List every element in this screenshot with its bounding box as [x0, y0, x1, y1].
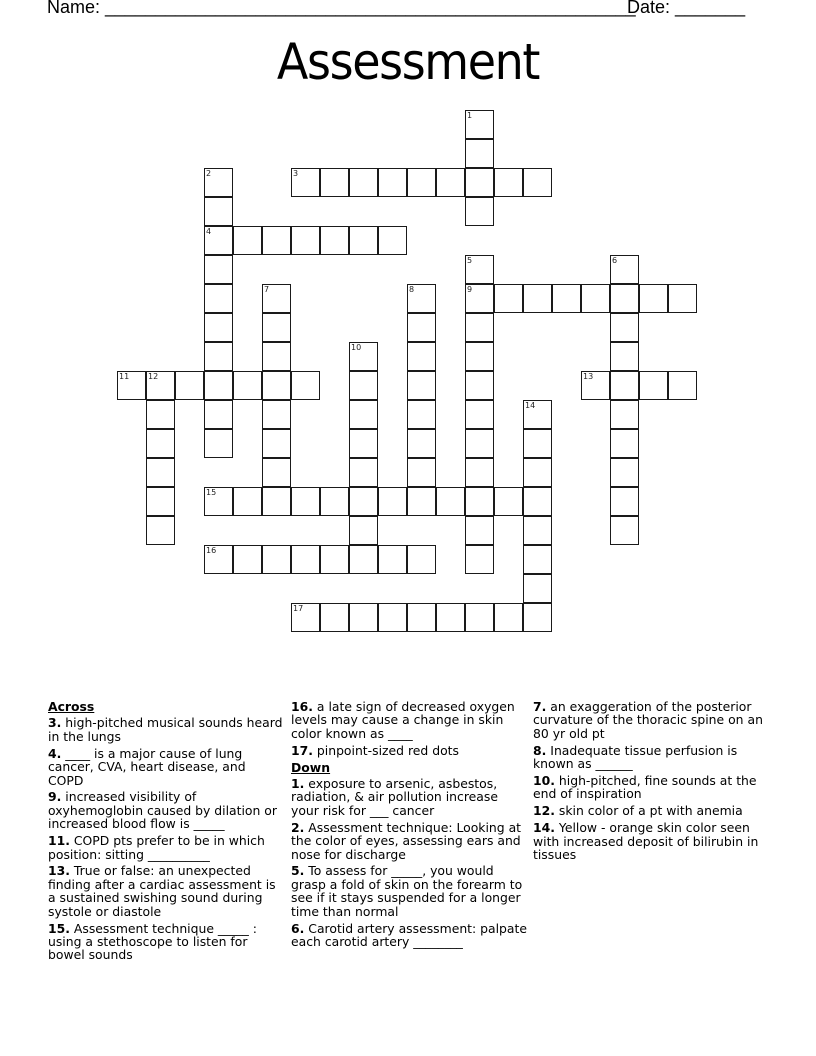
crossword-cell[interactable] [639, 371, 668, 400]
crossword-cell[interactable] [378, 487, 407, 516]
crossword-cell[interactable] [349, 603, 378, 632]
across-heading: Across [48, 699, 95, 714]
crossword-cell[interactable] [204, 168, 233, 197]
crossword-cell[interactable] [349, 487, 378, 516]
crossword-grid [117, 110, 697, 632]
cell-number: 14 [525, 401, 536, 410]
crossword-cell[interactable] [146, 400, 175, 429]
crossword-cell[interactable] [523, 284, 552, 313]
crossword-cell[interactable] [291, 371, 320, 400]
clue-down-6 [291, 922, 529, 949]
clue-text: pinpoint-sized red dots [316, 742, 459, 758]
crossword-cell[interactable] [262, 400, 291, 429]
crossword-cell[interactable] [610, 313, 639, 342]
cell-number: 2 [206, 169, 212, 178]
crossword-cell[interactable] [204, 545, 233, 574]
crossword-cell[interactable] [233, 226, 262, 255]
crossword-cell[interactable] [146, 458, 175, 487]
crossword-cell[interactable] [465, 603, 494, 632]
clue-down-7 [533, 700, 769, 740]
crossword-cell[interactable] [407, 545, 436, 574]
page-title: Assessment [276, 33, 540, 91]
cell-number: 15 [206, 488, 217, 497]
clue-number: 16. [291, 699, 313, 714]
crossword-cell[interactable] [465, 197, 494, 226]
crossword-cell[interactable] [407, 342, 436, 371]
crossword-cell[interactable] [523, 458, 552, 487]
clue-across-9 [48, 790, 284, 830]
clue-across-11 [48, 834, 284, 861]
clue-text: ____ is a major cause of lung cancer, CVA, heart disease, and COPD [48, 745, 246, 788]
crossword-cell[interactable] [523, 429, 552, 458]
cell-number: 12 [148, 372, 159, 381]
cell-number: 5 [467, 256, 473, 265]
crossword-cell[interactable] [349, 226, 378, 255]
crossword-cell[interactable] [465, 139, 494, 168]
crossword-cell[interactable] [146, 429, 175, 458]
crossword-cell[interactable] [320, 168, 349, 197]
crossword-cell[interactable] [581, 284, 610, 313]
crossword-cell[interactable] [262, 342, 291, 371]
crossword-cell[interactable] [610, 429, 639, 458]
clue-across-16 [291, 700, 529, 740]
clue-text: Assessment technique: Looking at the color of eyes, assessing ears and nose for discharge [291, 819, 522, 862]
crossword-cell[interactable] [610, 516, 639, 545]
clues-column-1 [48, 700, 284, 965]
crossword-cell[interactable] [378, 168, 407, 197]
crossword-cell[interactable] [262, 226, 291, 255]
crossword-cell[interactable] [320, 226, 349, 255]
crossword-cell[interactable] [262, 458, 291, 487]
clue-number: 2. [291, 819, 305, 835]
clue-number: 12. [533, 803, 555, 819]
crossword-cell[interactable] [349, 458, 378, 487]
crossword-cell[interactable] [291, 603, 320, 632]
crossword-cell[interactable] [523, 400, 552, 429]
clue-down-10 [533, 774, 769, 801]
crossword-cell[interactable] [407, 458, 436, 487]
name-field-line [47, 0, 636, 18]
crossword-cell[interactable] [146, 516, 175, 545]
crossword-cell[interactable] [262, 371, 291, 400]
cell-number: 3 [293, 169, 299, 178]
cell-number: 4 [206, 227, 212, 236]
crossword-cell[interactable] [407, 284, 436, 313]
clue-number: 8. [533, 742, 547, 758]
crossword-cell[interactable] [204, 429, 233, 458]
crossword-cell[interactable] [146, 487, 175, 516]
crossword-cell[interactable] [233, 487, 262, 516]
crossword-cell[interactable] [610, 400, 639, 429]
clue-text: COPD pts prefer to be in which position: sitting __________ [48, 833, 265, 862]
crossword-cell[interactable] [175, 371, 204, 400]
crossword-cell[interactable] [668, 371, 697, 400]
crossword-cell[interactable] [262, 429, 291, 458]
crossword-cell[interactable] [523, 574, 552, 603]
crossword-cell[interactable] [204, 284, 233, 313]
cell-number: 1 [467, 111, 473, 120]
crossword-cell[interactable] [349, 400, 378, 429]
crossword-cell[interactable] [378, 226, 407, 255]
crossword-cell[interactable] [378, 545, 407, 574]
crossword-cell[interactable] [552, 284, 581, 313]
clue-number: 3. [48, 715, 62, 731]
crossword-cell[interactable] [320, 487, 349, 516]
crossword-cell[interactable] [146, 371, 175, 400]
cell-number: 7 [264, 285, 270, 294]
crossword-cell[interactable] [349, 545, 378, 574]
crossword-cell[interactable] [349, 371, 378, 400]
date-blank[interactable]: _______ [675, 0, 746, 17]
clue-number: 7. [533, 699, 547, 714]
clue-text: an exaggeration of the posterior curvature of the thoracic spine on an 80 yr old pt [533, 699, 763, 741]
crossword-cell[interactable] [465, 371, 494, 400]
crossword-cell[interactable] [494, 487, 523, 516]
clue-across-17 [291, 744, 529, 757]
clue-down-1 [291, 777, 529, 817]
crossword-cell[interactable] [523, 603, 552, 632]
crossword-cell[interactable] [291, 545, 320, 574]
clue-text: Carotid artery assessment: palpate each carotid artery ________ [291, 920, 527, 949]
clue-text: Assessment technique _____ : using a stethoscope to listen for bowel sounds [48, 920, 257, 963]
crossword-cell[interactable] [465, 255, 494, 284]
clue-text: skin color of a pt with anemia [558, 803, 743, 819]
crossword-cell[interactable] [407, 168, 436, 197]
crossword-cell[interactable] [378, 603, 407, 632]
crossword-cell[interactable] [262, 313, 291, 342]
clue-down-12 [533, 804, 769, 817]
crossword-cell[interactable] [639, 284, 668, 313]
crossword-cell[interactable] [465, 429, 494, 458]
crossword-cell[interactable] [436, 603, 465, 632]
crossword-cell[interactable] [204, 400, 233, 429]
name-blank[interactable]: _____________________________________________________ [105, 0, 636, 17]
clue-across-3 [48, 716, 284, 743]
crossword-cell[interactable] [204, 255, 233, 284]
crossword-cell[interactable] [668, 284, 697, 313]
crossword-cell[interactable] [610, 342, 639, 371]
crossword-cell[interactable] [233, 371, 262, 400]
crossword-cell[interactable] [291, 487, 320, 516]
cell-number: 11 [119, 372, 130, 381]
crossword-cell[interactable] [204, 226, 233, 255]
crossword-cell[interactable] [494, 284, 523, 313]
crossword-cell[interactable] [349, 168, 378, 197]
clue-text: True or false: an unexpected finding after a cardiac assessment is a sustained swishing sound during systole or diastole [48, 863, 276, 919]
crossword-cell[interactable] [523, 168, 552, 197]
crossword-cell[interactable] [407, 400, 436, 429]
crossword-cell[interactable] [262, 487, 291, 516]
cell-number: 9 [467, 285, 473, 294]
crossword-cell[interactable] [407, 429, 436, 458]
crossword-cell[interactable] [204, 487, 233, 516]
crossword-cell[interactable] [262, 284, 291, 313]
date-field-line [627, 0, 745, 18]
crossword-cell[interactable] [465, 342, 494, 371]
clue-text: Inadequate tissue perfusion is known as ______ [533, 742, 738, 772]
crossword-cell[interactable] [349, 342, 378, 371]
crossword-cell[interactable] [117, 371, 146, 400]
clue-down-8 [533, 744, 769, 771]
crossword-cell[interactable] [436, 168, 465, 197]
clue-text: exposure to arsenic, asbestos, radiation, & air pollution increase your risk for ___ cancer [291, 776, 498, 818]
name-label: Name: [47, 0, 101, 17]
crossword-cell[interactable] [204, 371, 233, 400]
crossword-cell[interactable] [523, 487, 552, 516]
clue-text: To assess for _____, you would grasp a fold of skin on the forearm to see if it stays suspended for a longer time than normal [291, 863, 523, 919]
clue-text: high-pitched musical sounds heard in the lungs [48, 715, 283, 744]
clue-down-2 [291, 821, 529, 861]
clue-across-4 [48, 747, 284, 787]
crossword-cell[interactable] [465, 313, 494, 342]
clue-number: 6. [291, 920, 305, 936]
crossword-cell[interactable] [523, 545, 552, 574]
crossword-cell[interactable] [291, 168, 320, 197]
crossword-cell[interactable] [233, 545, 262, 574]
crossword-cell[interactable] [465, 284, 494, 313]
clues-column-2 [291, 700, 529, 952]
cell-number: 8 [409, 285, 415, 294]
crossword-cell[interactable] [349, 516, 378, 545]
clue-number: 5. [291, 863, 305, 879]
crossword-cell[interactable] [407, 313, 436, 342]
clue-across-13 [48, 864, 284, 918]
crossword-cell[interactable] [465, 400, 494, 429]
clue-number: 11. [48, 833, 70, 849]
crossword-cell[interactable] [407, 603, 436, 632]
cell-number: 6 [612, 256, 618, 265]
cell-number: 17 [293, 604, 304, 613]
crossword-cell[interactable] [465, 487, 494, 516]
cell-number: 13 [583, 372, 594, 381]
crossword-cell[interactable] [320, 545, 349, 574]
crossword-cell[interactable] [465, 110, 494, 139]
crossword-cell[interactable] [610, 371, 639, 400]
clue-text: high-pitched, fine sounds at the end of inspiration [533, 773, 757, 802]
clue-across-15 [48, 922, 284, 962]
crossword-cell[interactable] [407, 371, 436, 400]
crossword-cell[interactable] [523, 516, 552, 545]
crossword-cell[interactable] [581, 371, 610, 400]
crossword-cell[interactable] [291, 226, 320, 255]
crossword-cell[interactable] [407, 487, 436, 516]
crossword-cell[interactable] [204, 342, 233, 371]
clue-text: Yellow - orange skin color seen with increased deposit of bilirubin in tissues [533, 820, 759, 863]
crossword-cell[interactable] [465, 168, 494, 197]
crossword-cell[interactable] [610, 255, 639, 284]
clues-column-3 [533, 700, 769, 865]
clue-number: 4. [48, 745, 62, 761]
clue-number: 15. [48, 920, 70, 936]
clue-down-5 [291, 864, 529, 918]
clue-number: 10. [533, 773, 555, 789]
clue-number: 1. [291, 776, 305, 792]
cell-number: 16 [206, 546, 217, 555]
crossword-cell[interactable] [204, 313, 233, 342]
clue-text: a late sign of decreased oxygen levels may cause a change in skin color known as ____ [291, 699, 515, 741]
crossword-cell[interactable] [349, 429, 378, 458]
crossword-cell[interactable] [494, 168, 523, 197]
crossword-cell[interactable] [320, 603, 349, 632]
crossword-cell[interactable] [610, 284, 639, 313]
crossword-cell[interactable] [262, 545, 291, 574]
clue-down-14 [533, 821, 769, 861]
clue-number: 17. [291, 742, 313, 758]
crossword-cell[interactable] [465, 516, 494, 545]
clue-number: 13. [48, 863, 70, 879]
crossword-cell[interactable] [465, 458, 494, 487]
crossword-cell[interactable] [610, 487, 639, 516]
clue-text: increased visibility of oxyhemoglobin caused by dilation or increased blood flow is _____ [48, 789, 277, 832]
down-heading: Down [291, 759, 331, 775]
crossword-cell[interactable] [465, 545, 494, 574]
clue-number: 14. [533, 820, 555, 836]
cell-number: 10 [351, 343, 362, 352]
crossword-cell[interactable] [494, 603, 523, 632]
crossword-cell[interactable] [436, 487, 465, 516]
clue-number: 9. [48, 789, 62, 805]
crossword-cell[interactable] [204, 197, 233, 226]
crossword-cell[interactable] [610, 458, 639, 487]
date-label: Date: [627, 0, 671, 17]
